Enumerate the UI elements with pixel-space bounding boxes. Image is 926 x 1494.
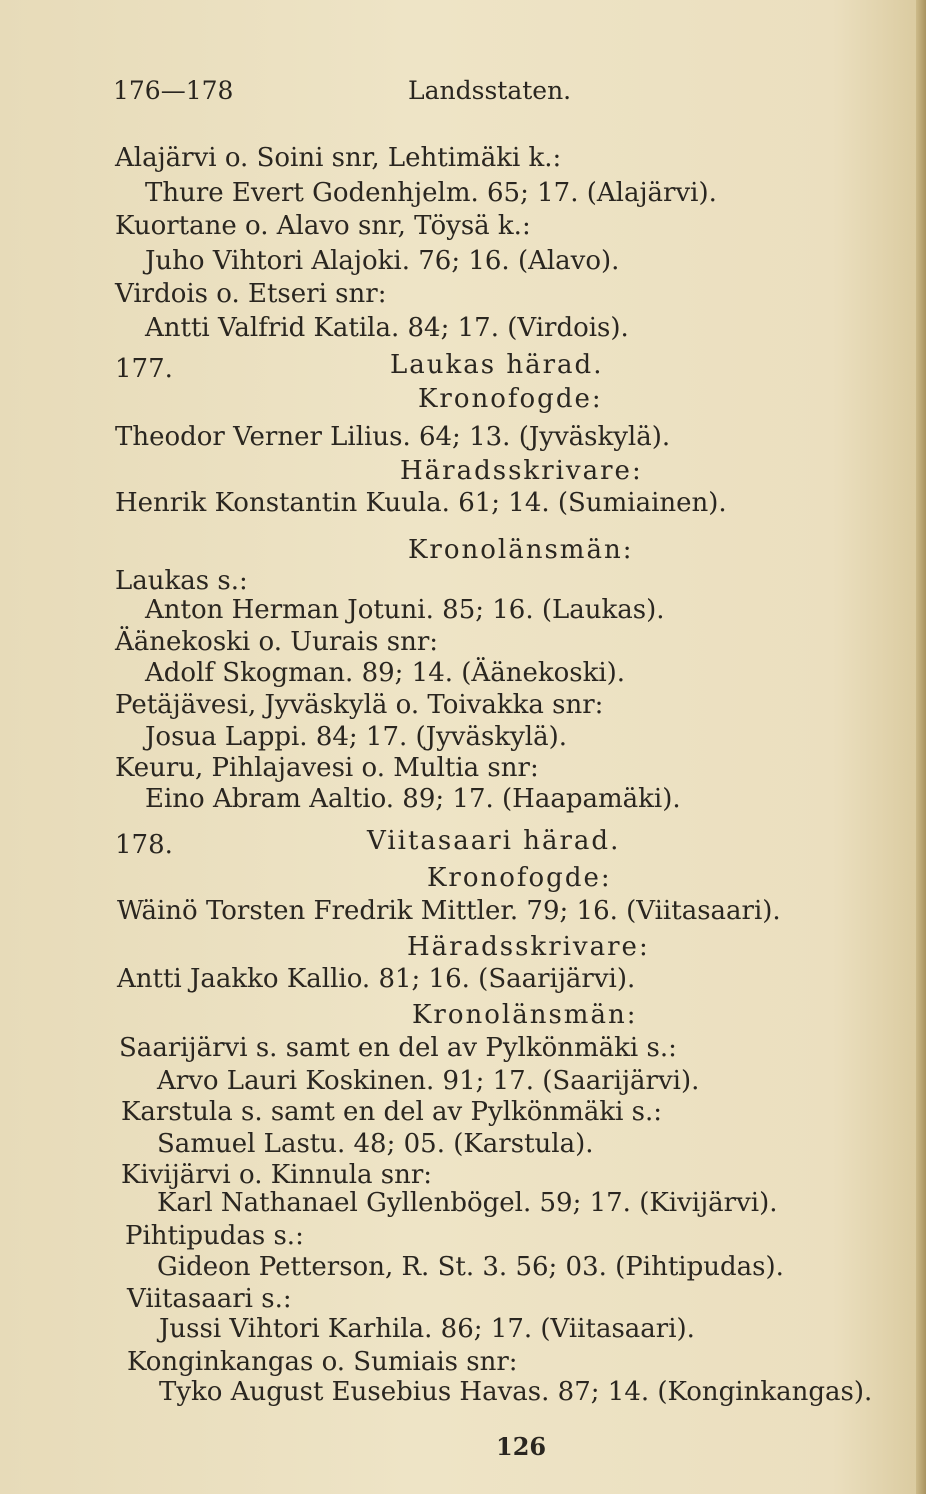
office-heading: Kronolänsmän: [408, 535, 634, 565]
section-heading: Viitasaari härad. [367, 826, 621, 856]
person-entry: Gideon Petterson, R. St. 3. 56; 03. (Pihtipudas). [157, 1252, 784, 1282]
location-line: Karstula s. samt en del av Pylkönmäki s.: [121, 1097, 663, 1127]
section-heading: Laukas härad. [390, 350, 604, 380]
location-line: Äänekoski o. Uurais snr: [115, 627, 439, 657]
person-entry: Theodor Verner Lilius. 64; 13. (Jyväskylä). [115, 422, 671, 452]
section-number: 177. [115, 354, 173, 384]
office-heading: Häradsskrivare: [400, 456, 643, 486]
person-entry: Arvo Lauri Koskinen. 91; 17. (Saarijärvi). [157, 1066, 700, 1096]
person-entry: Wäinö Torsten Fredrik Mittler. 79; 16. (Viitasaari). [117, 896, 781, 926]
person-entry: Anton Herman Jotuni. 85; 16. (Laukas). [145, 595, 665, 625]
person-entry: Antti Jaakko Kallio. 81; 16. (Saarijärvi). [117, 964, 636, 994]
person-entry: Josua Lappi. 84; 17. (Jyväskylä). [145, 722, 568, 752]
page-number: 126 [496, 1432, 547, 1461]
location-line: Pihtipudas s.: [125, 1221, 304, 1251]
section-number: 178. [115, 830, 173, 860]
office-heading: Kronofogde: [427, 863, 612, 893]
person-entry: Jussi Vihtori Karhila. 86; 17. (Viitasaari). [159, 1314, 695, 1344]
person-entry: Henrik Konstantin Kuula. 61; 14. (Sumiainen). [115, 488, 727, 518]
location-line: Alajärvi o. Soini snr, Lehtimäki k.: [115, 143, 562, 173]
location-line: Kivijärvi o. Kinnula snr: [121, 1160, 433, 1190]
office-heading: Kronofogde: [418, 384, 603, 414]
location-line: Petäjävesi, Jyväskylä o. Toivakka snr: [115, 690, 604, 720]
person-entry: Eino Abram Aaltio. 89; 17. (Haapamäki). [145, 784, 681, 814]
person-entry: Tyko August Eusebius Havas. 87; 14. (Konginkangas). [159, 1377, 873, 1407]
person-entry: Juho Vihtori Alajoki. 76; 16. (Alavo). [145, 246, 620, 276]
location-line: Viitasaari s.: [127, 1284, 292, 1314]
location-line: Laukas s.: [115, 566, 248, 596]
office-heading: Häradsskrivare: [407, 932, 650, 962]
location-line: Saarijärvi s. samt en del av Pylkönmäki s.: [119, 1033, 677, 1063]
location-line: Virdois o. Etseri snr: [115, 279, 387, 309]
person-entry: Antti Valfrid Katila. 84; 17. (Virdois). [145, 313, 629, 343]
location-line: Konginkangas o. Sumiais snr: [127, 1347, 518, 1377]
office-heading: Kronolänsmän: [412, 1000, 638, 1030]
person-entry: Karl Nathanael Gyllenbögel. 59; 17. (Kivijärvi). [157, 1188, 778, 1218]
section-range: 176—178 [113, 76, 234, 105]
location-line: Kuortane o. Alavo snr, Töysä k.: [115, 211, 531, 241]
location-line: Keuru, Pihlajavesi o. Multia snr: [115, 753, 539, 783]
person-entry: Thure Evert Godenhjelm. 65; 17. (Alajärvi). [145, 178, 717, 208]
person-entry: Samuel Lastu. 48; 05. (Karstula). [157, 1129, 594, 1159]
running-title: Landsstaten. [408, 76, 572, 105]
person-entry: Adolf Skogman. 89; 14. (Äänekoski). [145, 658, 626, 688]
